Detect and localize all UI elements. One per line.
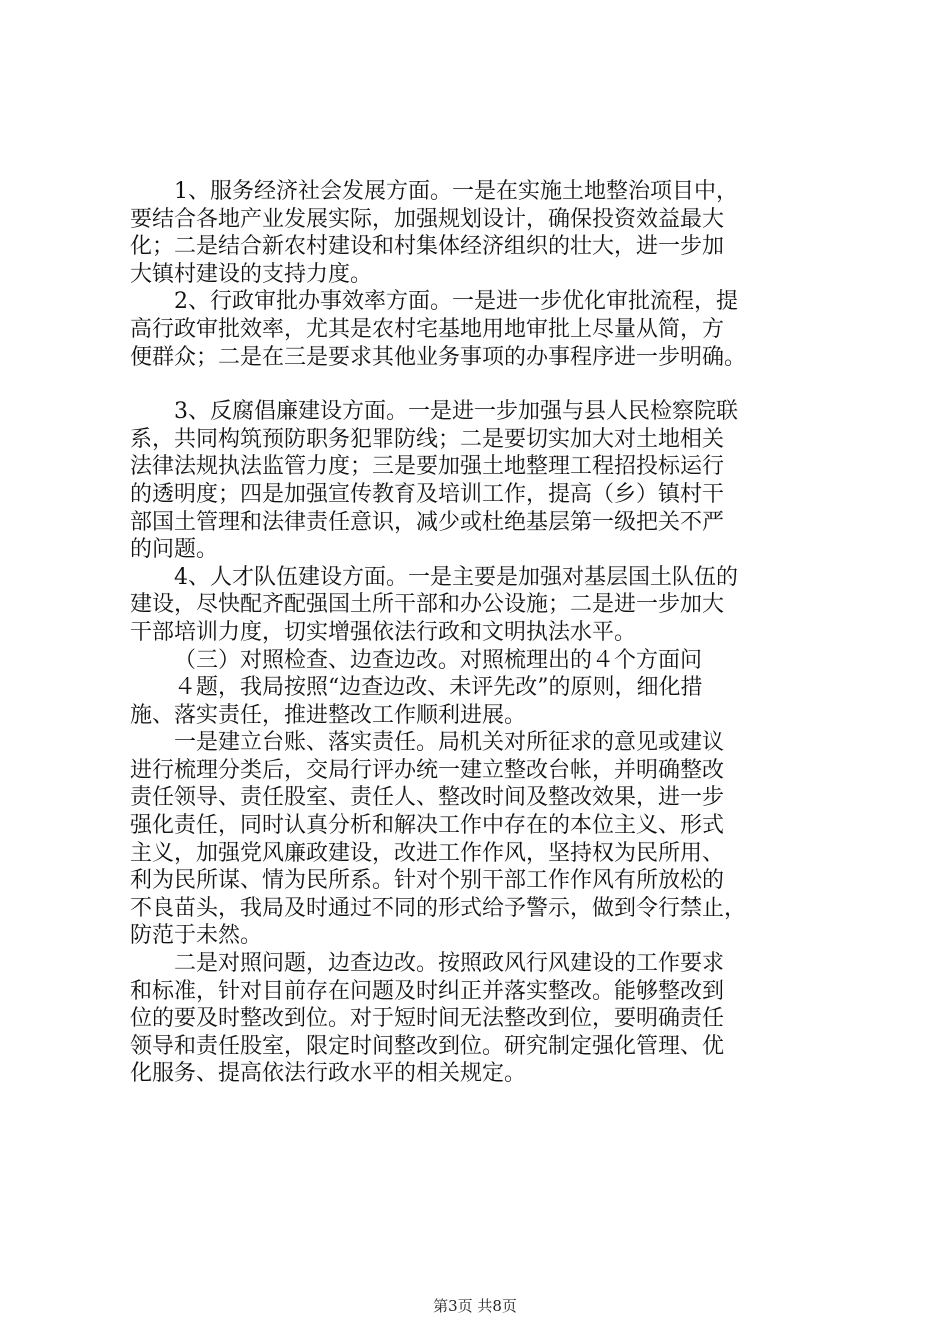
- paragraph-ledger-responsibility: [130, 729, 830, 950]
- text-line: 领导和责任股室，限定时间整改到位。研究制定强化管理、优: [130, 1033, 725, 1059]
- text-line: 利为民所谋、情为民所系。针对个别干部工作作风有所放松的: [130, 868, 725, 894]
- text-line: 位的要及时整改到位。对于短时间无法整改到位，要明确责任: [130, 1006, 725, 1032]
- text-line: 建设，尽快配齐配强国土所干部和办公设施；二是进一步加大: [130, 592, 725, 618]
- text-line: 主义，加强党风廉政建设，改进工作作风，坚持权为民所用、: [130, 840, 725, 866]
- paragraph-check-and-rectify: [130, 950, 830, 1088]
- paragraph-section-three-body: [130, 674, 830, 729]
- text-line: 便群众；二是在三是要求其他业务事项的办事程序进一步明确。: [130, 344, 747, 370]
- text-line: 强化责任，同时认真分析和解决工作中存在的本位主义、形式: [130, 813, 725, 839]
- text-line: 二是对照问题，边查边改。按照政风行风建设的工作要求: [174, 951, 725, 977]
- text-line: 的透明度；四是加强宣传教育及培训工作，提高（乡）镇村干: [130, 481, 725, 507]
- text-line: 部国土管理和法律责任意识，减少或杜绝基层第一级把关不严: [130, 509, 725, 535]
- text-line: 和标准，针对目前存在问题及时纠正并落实整改。能够整改到: [130, 978, 725, 1004]
- text-line: 的问题。: [130, 537, 219, 563]
- text-line: 防范于未然。: [130, 923, 263, 949]
- text-line: 高行政审批效率，尤其是农村宅基地用地审批上尽量从简，方: [130, 316, 725, 342]
- text-line: ４题，我局按照“边查边改、未评先改”的原则，细化措: [174, 675, 703, 701]
- text-line: 一是建立台账、落实责任。局机关对所征求的意见或建议: [174, 730, 725, 756]
- text-line: 2、行政审批办事效率方面。一是进一步优化审批流程，提: [174, 289, 738, 315]
- paragraph-section-three-heading: [130, 647, 830, 675]
- text-line: 1、服务经济社会发展方面。一是在实施土地整治项目中，: [174, 179, 738, 204]
- text-line: 4、人才队伍建设方面。一是主要是加强对基层国土队伍的: [174, 564, 738, 590]
- paragraph-anti-corruption: [130, 398, 830, 564]
- paragraph-approval-efficiency: [130, 288, 830, 371]
- text-line: 化；二是结合新农村建设和村集体经济组织的壮大，进一步加: [130, 234, 725, 260]
- text-line: 法律法规执法监管力度；三是要加强土地整理工程招投标运行: [130, 454, 725, 480]
- text-line: 大镇村建设的支持力度。: [130, 261, 373, 287]
- text-line: 3、反腐倡廉建设方面。一是进一步加强与县人民检察院联: [174, 399, 738, 425]
- text-line: 系，共同构筑预防职务犯罪防线；二是要切实加大对土地相关: [130, 426, 725, 452]
- text-line: 进行梳理分类后，交局行评办统一建立整改台帐，并明确整改: [130, 757, 725, 783]
- page-number-footer: 第3页 共8页: [433, 1297, 517, 1315]
- text-line: 责任领导、责任股室、责任人、整改时间及整改效果，进一步: [130, 785, 725, 811]
- paragraph-talent-team: [130, 564, 830, 647]
- document-body: [130, 178, 830, 1088]
- text-line: 要结合各地产业发展实际，加强规划设计，确保投资效益最大: [130, 206, 725, 232]
- text-line: （三）对照检查、边查边改。对照梳理出的４个方面问: [174, 647, 703, 673]
- text-line: 不良苗头，我局及时通过不同的形式给予警示，做到令行禁止，: [130, 895, 747, 921]
- text-line: 干部培训力度，切实增强依法行政和文明执法水平。: [130, 619, 637, 645]
- text-line: 施、落实责任，推进整改工作顺利进展。: [130, 702, 527, 728]
- text-line: 化服务、提高依法行政水平的相关规定。: [130, 1061, 527, 1087]
- paragraph-service-economy: [130, 178, 830, 288]
